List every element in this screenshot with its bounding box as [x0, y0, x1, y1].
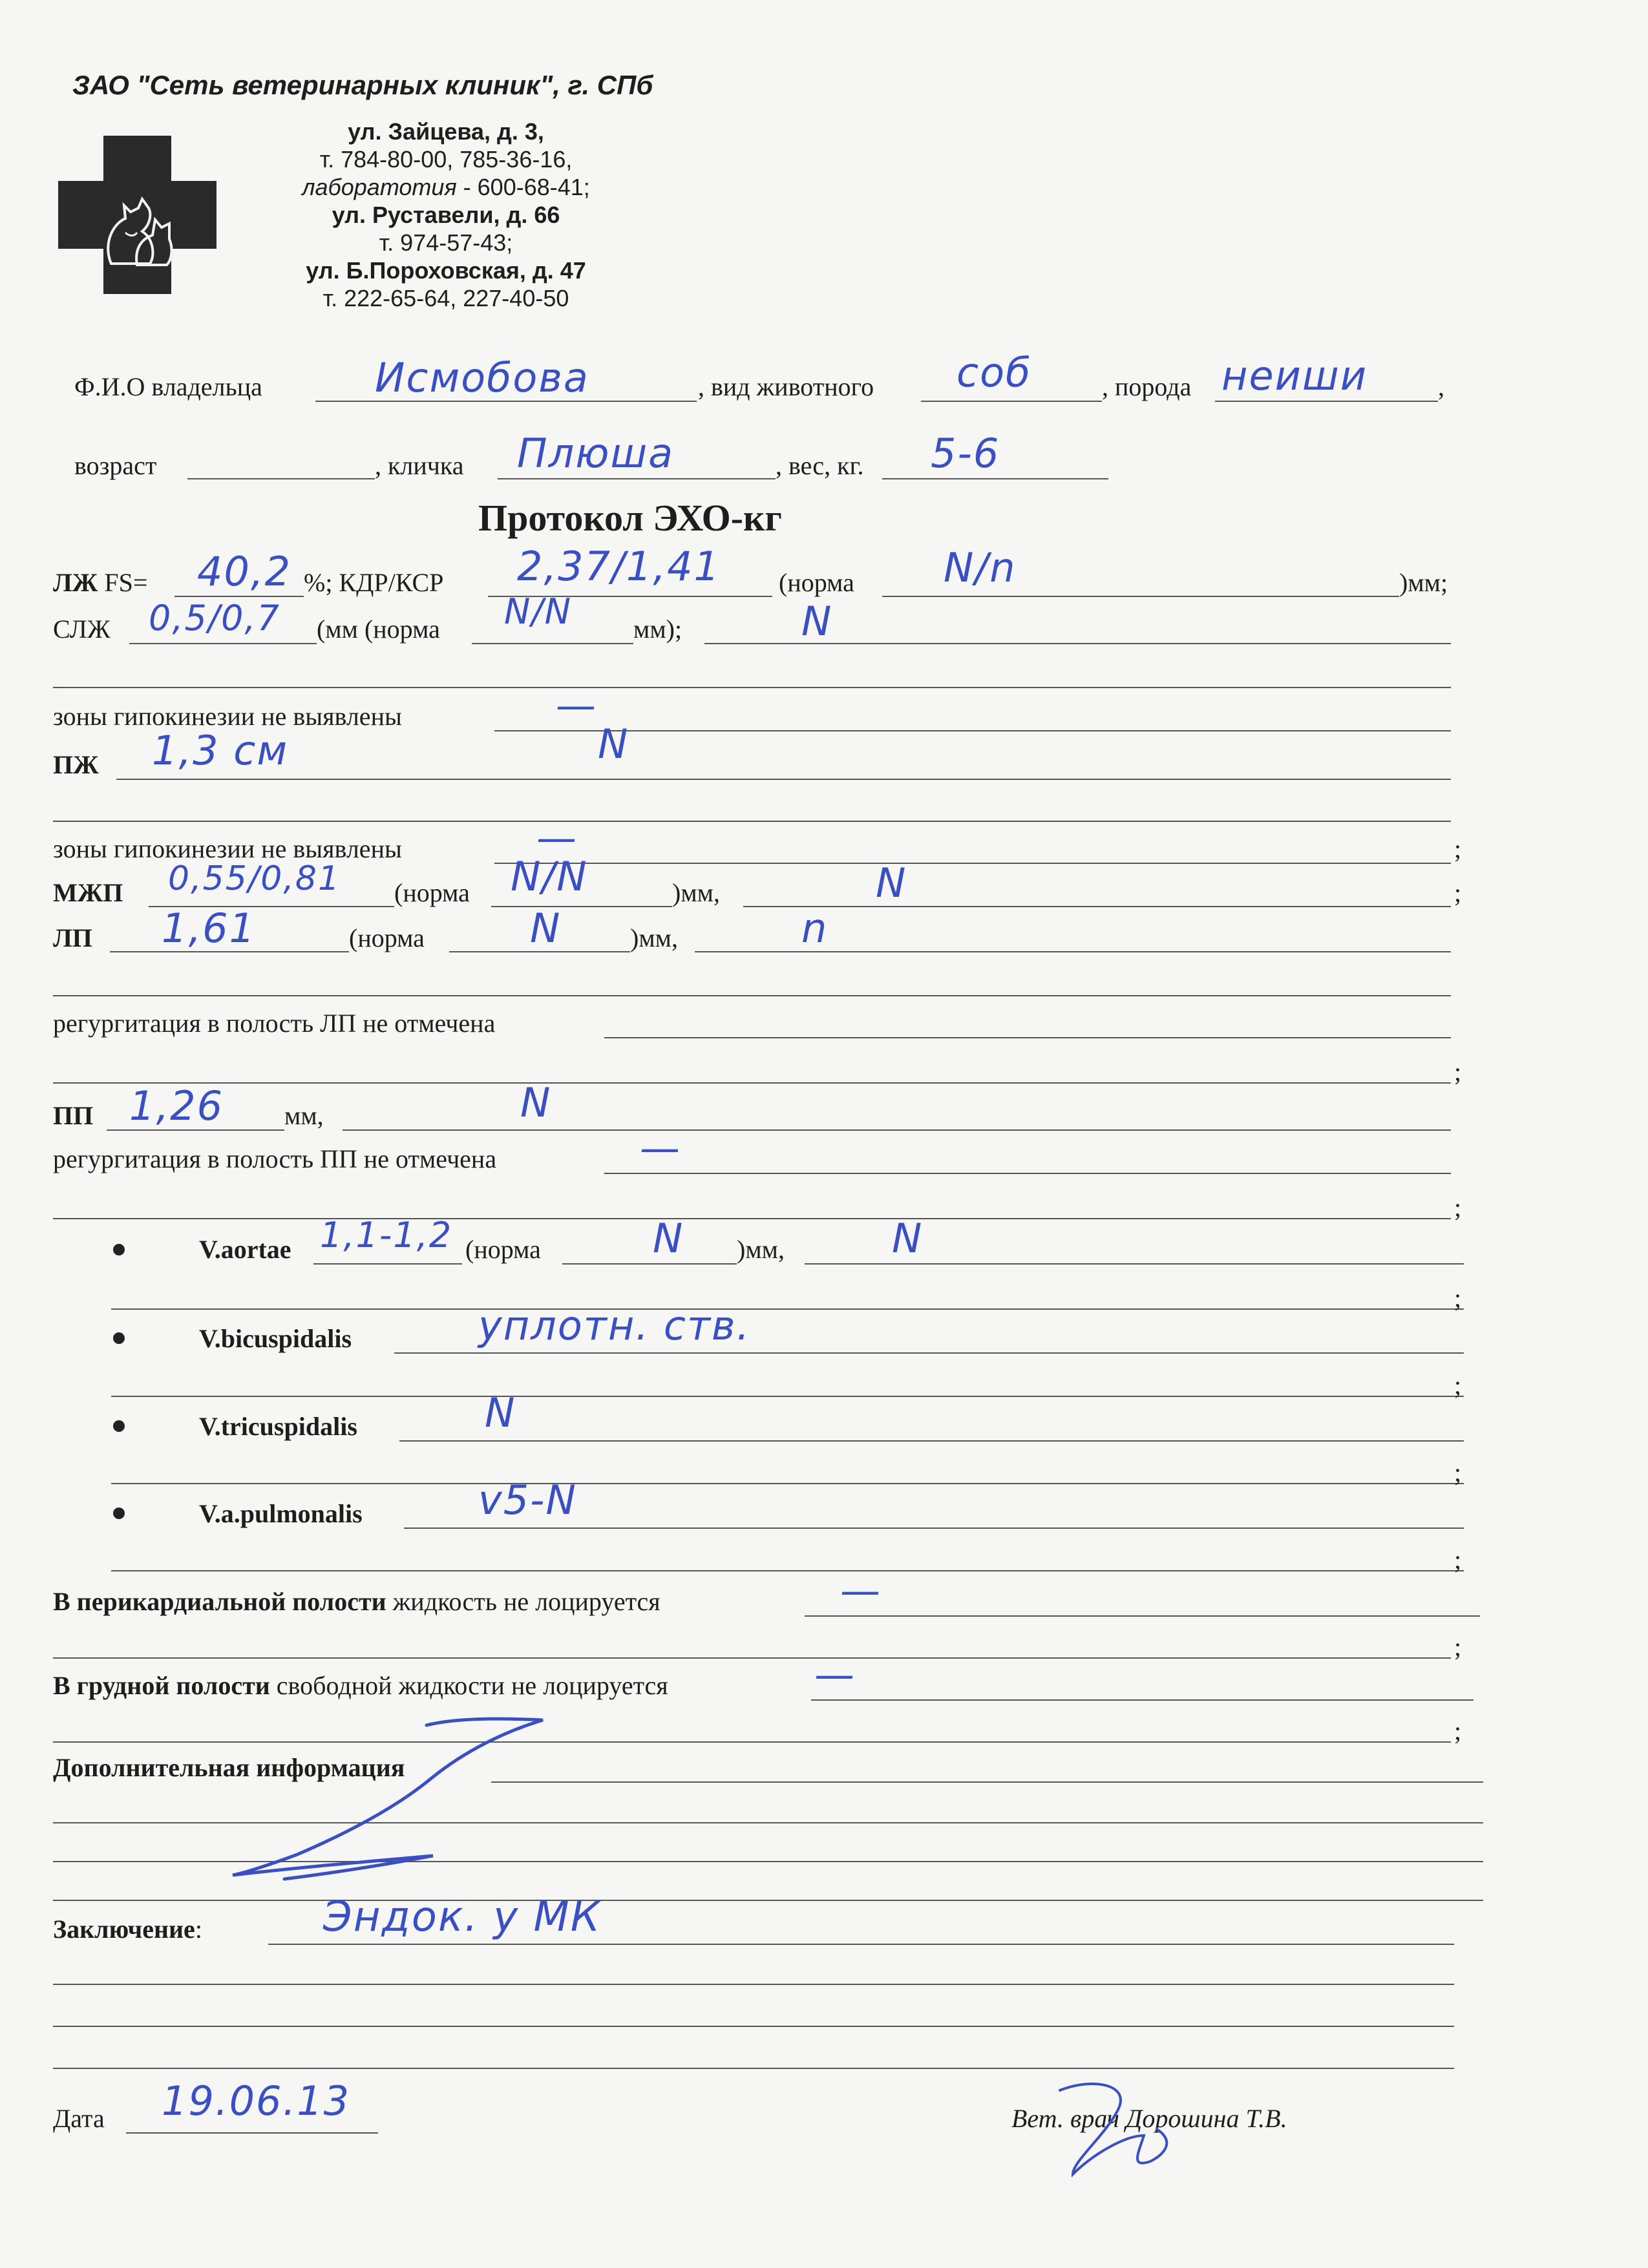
la-value: 1,61 [162, 905, 257, 952]
breed-value: неиши [1221, 352, 1368, 399]
address-zaitseva: ул. Зайцева, д. 3, [348, 118, 544, 145]
conclusion-value: Эндок. у МК [323, 1893, 602, 1941]
lv-kdr-label: %; КДР/КСР [304, 568, 444, 597]
la-semi: ; [1454, 1057, 1462, 1086]
date-label: Дата [53, 2104, 105, 2133]
phone-zaitseva: т. 784-80-00, 785-36-16, [319, 146, 573, 173]
pericard-bold: В перикардиальной полости [53, 1587, 386, 1616]
slzh-label: СЛЖ [53, 614, 111, 644]
strike-through-scribble [220, 1706, 582, 1887]
ivs-unit: )мм, [672, 878, 720, 907]
company-name: ЗАО "Сеть ветеринарных клиник", г. СПб [72, 70, 653, 100]
lab-label: лаборатотия [302, 174, 457, 200]
name-label: , кличка [375, 451, 464, 480]
thorax-rest: свободной жидкости не лоцируется [269, 1671, 668, 1700]
species-value: соб [956, 349, 1032, 396]
lv-fs-value: 40,2 [197, 548, 292, 595]
slzh-unit: мм); [633, 614, 682, 644]
ivs-semi: ; [1454, 878, 1462, 907]
weight-label: , вес, кг. [776, 451, 864, 480]
ra-semi: ; [1454, 1193, 1462, 1222]
pulm-value: v5-N [478, 1476, 577, 1524]
pericard-rest: жидкость не лоцируется [386, 1587, 660, 1616]
aortae-norm-value: N [653, 1215, 684, 1262]
phone-porokhovskaya: т. 222-65-64, 227-40-50 [322, 285, 569, 311]
la-regurg-label: регургитация в полость ЛП не отмечена [53, 1009, 496, 1038]
bicusp-label: V.bicuspidalis [199, 1324, 352, 1353]
breed-label: , порода [1102, 372, 1192, 401]
lv-label: ЛЖ [53, 568, 98, 597]
tricusp-label: V.tricuspidalis [199, 1412, 357, 1441]
bullet-aortae [113, 1244, 125, 1255]
clinic-logo [58, 136, 217, 294]
date-value: 19.06.13 [162, 2077, 351, 2125]
pulm-label: V.a.pulmonalis [199, 1499, 363, 1528]
thorax-text [53, 1670, 668, 1701]
doctor-name: Вет. врач Дорошина Т.В. [1011, 2104, 1287, 2133]
pericard-semi: ; [1454, 1632, 1462, 1661]
rv-label: ПЖ [53, 750, 99, 779]
ra-regurg-label: регургитация в полость ПП не отмечена [53, 1144, 497, 1173]
rv-hypo-value: — [536, 814, 578, 861]
slzh-value: 0,5/0,7 [149, 598, 280, 638]
la-norm-label: (норма [349, 923, 425, 952]
aortae-norm-label: (норма [465, 1235, 541, 1264]
owner-value: Исмобова [375, 354, 589, 401]
conclusion-label-wrap [53, 1914, 202, 1944]
pericard-text [53, 1586, 660, 1617]
thorax-value: — [814, 1651, 856, 1698]
owner-label: Ф.И.О владельца [74, 372, 262, 401]
tricusp-value: N [485, 1389, 516, 1436]
extra-label: Дополнительная информация [53, 1753, 405, 1782]
aortae-unit: )мм, [737, 1235, 785, 1264]
rv-value: 1,3 см [152, 727, 289, 774]
bicusp-semi: ; [1454, 1370, 1462, 1400]
pericard-value: — [840, 1567, 882, 1614]
la-unit: )мм, [630, 923, 678, 952]
age-label: возраст [74, 451, 157, 480]
thorax-bold: В грудной полости [53, 1671, 270, 1700]
slzh-note: N [801, 598, 833, 645]
lv-unit: )мм; [1399, 568, 1448, 597]
la-norm-value: N [530, 905, 562, 952]
conclusion-label: Заключение [53, 1915, 195, 1944]
page-title: Протокол ЭХО-кг [478, 497, 782, 539]
aortae-label: V.aortae [199, 1235, 291, 1264]
la-note: n [801, 905, 829, 952]
aortae-value: 1,1-1,2 [320, 1215, 453, 1255]
tricusp-semi: ; [1454, 1458, 1462, 1487]
aortae-semi: ; [1454, 1283, 1462, 1312]
bullet-bicusp [113, 1332, 125, 1344]
species-label: , вид животного [698, 372, 874, 401]
lab-phone: - 600-68-41; [456, 174, 590, 200]
ra-label: ПП [53, 1101, 94, 1130]
ivs-label: МЖП [53, 878, 123, 907]
ivs-norm-value: N/N [511, 853, 588, 900]
pulm-semi: ; [1454, 1545, 1462, 1574]
lv-kdr-value: 2,37/1,41 [517, 543, 721, 590]
ra-note: N [520, 1079, 552, 1126]
address-rustaveli: ул. Руставели, д. 66 [332, 202, 560, 228]
lv-norm-label: (норма [779, 568, 854, 597]
conclusion-colon: : [195, 1915, 202, 1944]
phone-rustaveli: т. 974-57-43; [379, 229, 513, 256]
lv-row [53, 567, 147, 598]
rv-note: N [598, 720, 629, 768]
ra-unit: мм, [284, 1101, 324, 1130]
name-value: Плюша [517, 430, 675, 477]
rv-semi: ; [1454, 834, 1462, 863]
slzh-norm-label: (мм (норма [317, 614, 440, 644]
aortae-note: N [892, 1215, 924, 1262]
lv-fs-label: FS= [98, 568, 148, 597]
rv-hypo-label: зоны гипокинезии не выявлены [53, 834, 402, 863]
ivs-value: 0,55/0,81 [168, 859, 341, 898]
slzh-norm-value: N/N [504, 591, 572, 632]
weight-value: 5-6 [931, 430, 1000, 477]
bullet-tricusp [113, 1420, 125, 1432]
address-porokhovskaya: ул. Б.Пороховская, д. 47 [306, 257, 586, 284]
cross-with-cat-and-dog-icon [58, 136, 217, 294]
phone-lab [220, 173, 672, 201]
la-label: ЛП [53, 923, 92, 952]
bicusp-value: уплотн. ств. [478, 1302, 751, 1349]
ra-value: 1,26 [129, 1082, 224, 1129]
lv-norm-value: N/n [944, 544, 1017, 591]
lv-hypo-value: — [556, 682, 597, 729]
lv-hypo-label: зоны гипокинезии не выявлены [53, 702, 402, 731]
breed-end: , [1438, 372, 1444, 401]
doctor-signature [1034, 2064, 1228, 2194]
bullet-pulm [113, 1507, 125, 1519]
ivs-note: N [876, 859, 907, 907]
ivs-norm-label: (норма [394, 878, 470, 907]
thorax-semi: ; [1454, 1716, 1462, 1745]
ra-regurg-value: — [640, 1124, 681, 1171]
